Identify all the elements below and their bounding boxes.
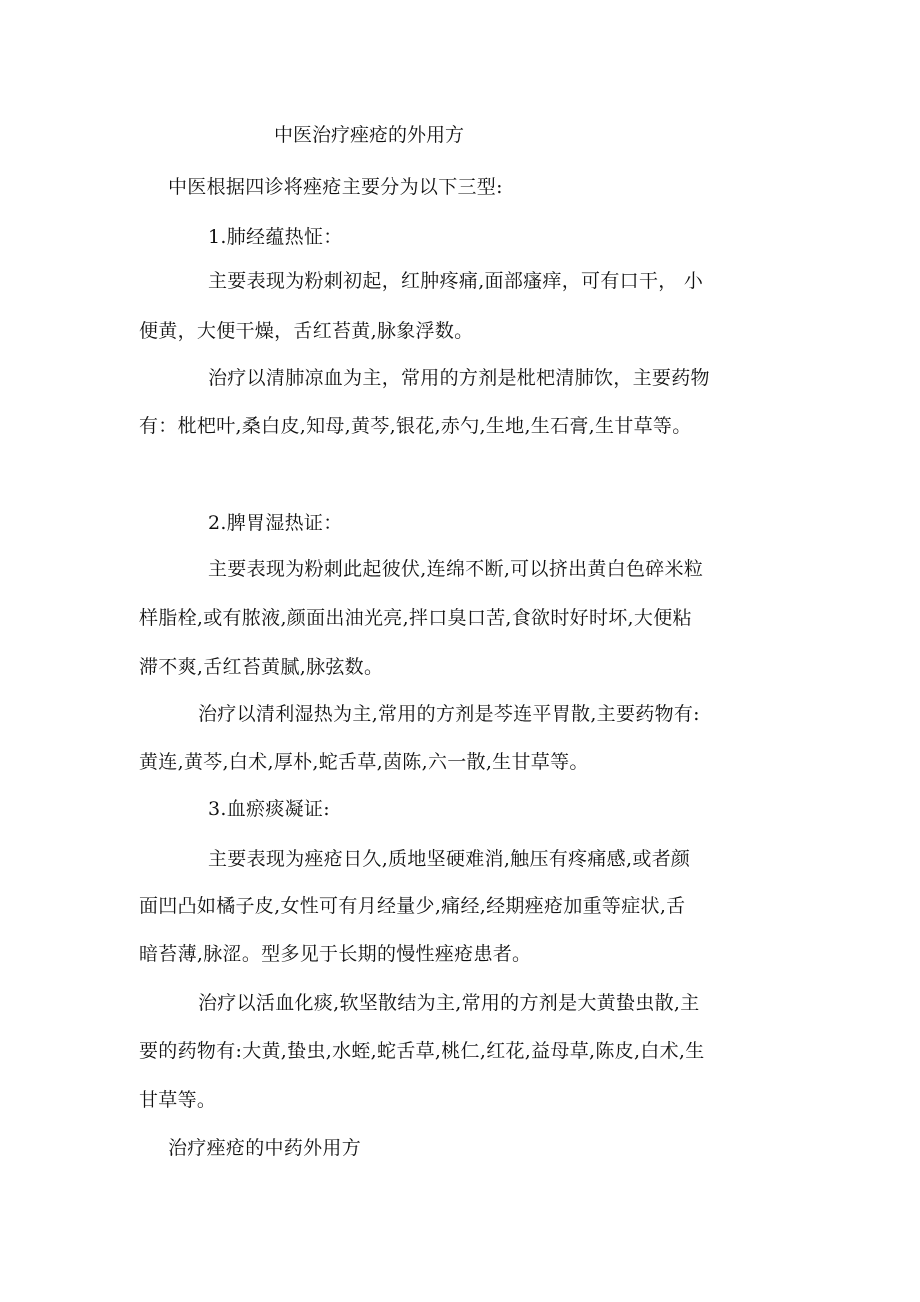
section2-symptoms-line: 滞不爽,舌红苔黄腻,脉弦数。	[139, 656, 384, 678]
section3-symptoms-line: 暗苔薄,脉涩。型多见于长期的慢性痤疮患者。	[139, 943, 532, 965]
section2-treatment-line: 黄连,黄芩,白术,厚朴,蛇舌草,茵陈,六一散,生甘草等。	[139, 751, 589, 773]
section1-symptoms-line: 主要表现为粉刺初起，红肿疼痛,面部瘙痒，可有口干， 小	[208, 270, 704, 292]
closing-heading: 治疗痤疮的中药外用方	[168, 1137, 362, 1159]
section3-treatment-line: 甘草等。	[139, 1089, 217, 1111]
section3-symptoms-line: 面凹凸如橘子皮,女性可有月经量少,痛经,经期痤疮加重等症状,舌	[139, 895, 686, 917]
section1-treatment-line: 有：枇杷叶,桑白皮,知母,黄芩,银花,赤勺,生地,生石膏,生甘草等。	[139, 415, 692, 437]
intro-text: 中医根据四诊将痤疮主要分为以下三型:	[168, 176, 503, 198]
section1-heading: 1.肺经蕴热怔：	[208, 226, 343, 248]
section2-symptoms-line: 主要表现为粉刺此起彼伏,连绵不断,可以挤出黄白色碎米粒	[208, 558, 704, 580]
section3-treatment-line: 治疗以活血化痰,软坚散结为主,常用的方剂是大黄蛰虫散,主	[198, 992, 700, 1014]
section3-symptoms-line: 主要表现为痤疮日久,质地坚硬难消,触压有疼痛感,或者颜	[208, 848, 691, 870]
section1-symptoms-line: 便黄，大便干燥，舌红苔黄,脉象浮数。	[139, 320, 474, 342]
section2-symptoms-line: 样脂栓,或有脓液,颜面出油光亮,拌口臭口苦,食欲时好时坏,大便粘	[139, 607, 692, 629]
section2-heading: 2.脾胃湿热证：	[208, 512, 343, 534]
section3-treatment-line: 要的药物有:大黄,蛰虫,水蛭,蛇舌草,桃仁,红花,益母草,陈皮,白术,生	[139, 1040, 705, 1062]
section1-treatment-line: 治疗以清肺凉血为主，常用的方剂是枇杷清肺饮，主要药物	[208, 367, 710, 389]
section2-treatment-line: 治疗以清利湿热为主,常用的方剂是芩连平胃散,主要药物有:	[198, 703, 700, 725]
document-title: 中医治疗痤疮的外用方	[274, 124, 465, 146]
section3-heading: 3.血瘀痰凝证:	[208, 798, 330, 820]
